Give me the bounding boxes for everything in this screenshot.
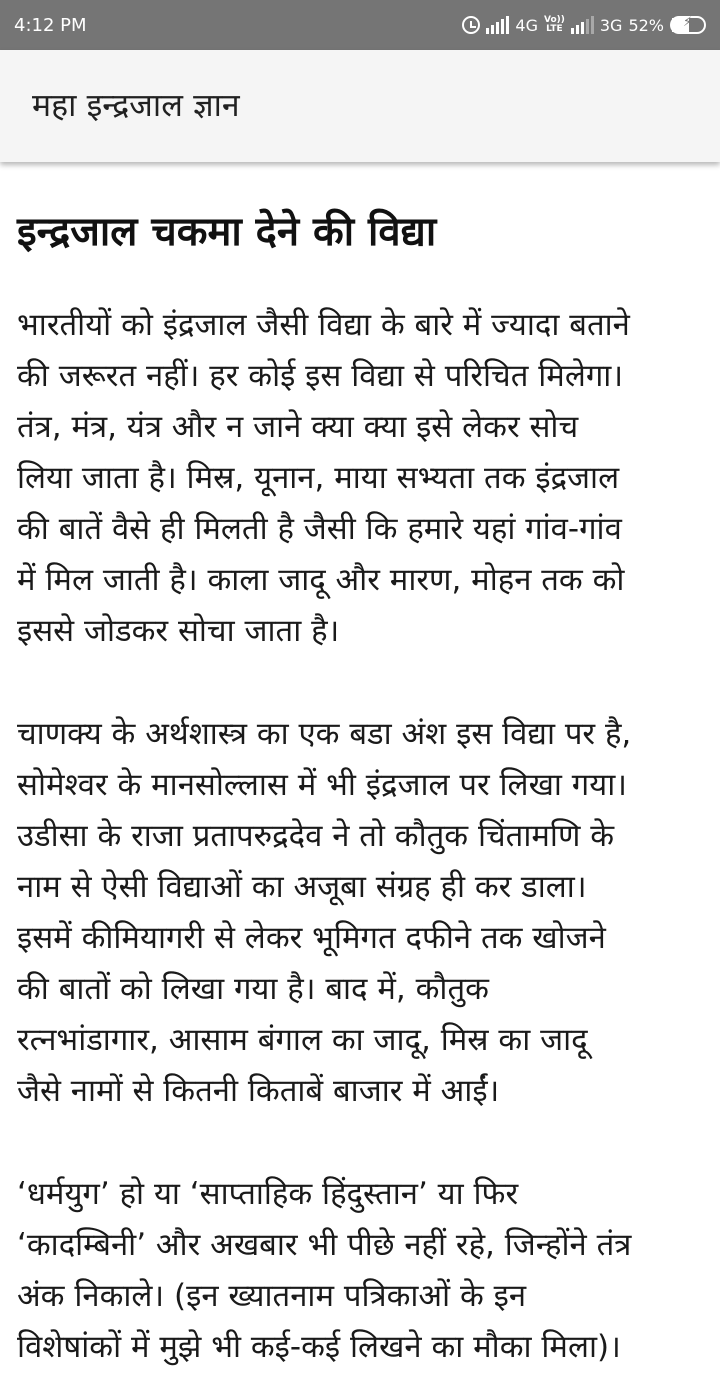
- app-bar: [0, 50, 720, 162]
- paragraph-line: नाम से ऐसी विद्याओं का अजूबा संग्रह ही कर डाला।: [17, 869, 587, 905]
- paragraph-line: तंत्र, मंत्र, यंत्र और न जाने क्या क्या इसे लेकर सोच: [17, 409, 579, 445]
- paragraph-line: इसमें कीमियागरी से लेकर भूमिगत दफीने तक खोजने: [17, 920, 606, 956]
- volte-bottom: LTE: [546, 24, 563, 34]
- battery-fill: [672, 18, 689, 32]
- paragraph-line: सोमेश्वर के मानसोल्लास में भी इंद्रजाल पर लिखा गया।: [17, 767, 628, 803]
- battery-charging-icon: [670, 16, 706, 34]
- paragraph-line: की जरूरत नहीं। हर कोई इस विद्या से परिचित मिलेगा।: [17, 358, 624, 394]
- status-icons: [462, 16, 706, 35]
- paragraph-line: की बातों को लिखा गया है। बाद में, कौतुक: [17, 971, 489, 1007]
- status-bar: [0, 0, 720, 50]
- paragraph-line: अंक निकाले। (इन ख्यातनाम पत्रिकाओं के इन: [17, 1278, 527, 1314]
- paragraph-1: [17, 300, 704, 657]
- paragraph-line: ‘धर्मयुग’ हो या ‘साप्ताहिक हिंदुस्तान’ या फिर: [17, 1176, 519, 1212]
- volte-icon: [544, 16, 565, 34]
- status-time: 4:12 PM: [14, 14, 87, 36]
- paragraph-line: भारतीयों को इंद्रजाल जैसी विद्या के बारे में ज्यादा बताने: [17, 307, 630, 343]
- paragraph-line: चाणक्य के अर्थशास्त्र का एक बडा अंश इस विद्या पर है,: [17, 716, 632, 752]
- paragraph-line: रत्नभांडागार, आसाम बंगाल का जादू, मिस्र का जादू: [17, 1022, 588, 1058]
- paragraph-line: की बातें वैसे ही मिलती है जैसी कि हमारे यहां गांव-गांव: [17, 511, 622, 547]
- paragraph-2: [17, 709, 704, 1117]
- paragraph-line: में मिल जाती है। काला जादू और मारण, मोहन तक को: [17, 562, 625, 598]
- paragraph-line: विशेषांकों में मुझे भी कई-कई लिखने का मौका मिला)।: [17, 1329, 621, 1365]
- signal-icon: [486, 16, 509, 34]
- article-title: इन्द्रजाल चकमा देने की विद्या: [17, 209, 437, 255]
- paragraph-line: ‘कादम्बिनी’ और अखबार भी पीछे नहीं रहे, जिन्होंने तंत्र: [17, 1227, 632, 1263]
- signal-icon-2: [571, 16, 594, 34]
- paragraph-line: उडीसा के राजा प्रतापरुद्रदेव ने तो कौतुक चिंतामणि के: [17, 818, 615, 854]
- paragraph-line: इससे जोडकर सोचा जाता है।: [17, 613, 340, 649]
- app-title: महा इन्द्रजाल ज्ञान: [32, 85, 240, 124]
- network-type-2: 3G: [599, 15, 623, 35]
- battery-percent: 52%: [628, 15, 664, 35]
- alarm-icon: [462, 16, 480, 34]
- network-type-1: 4G: [515, 15, 538, 35]
- article-content[interactable]: [0, 162, 720, 1365]
- volte-top: Vo)): [543, 15, 565, 25]
- paragraph-line: लिया जाता है। मिस्र, यूनान, माया सभ्यता तक इंद्रजाल: [17, 460, 620, 496]
- paragraph-line: जैसे नामों से कितनी किताबें बाजार में आईं।: [17, 1073, 500, 1109]
- paragraph-3: [17, 1169, 704, 1373]
